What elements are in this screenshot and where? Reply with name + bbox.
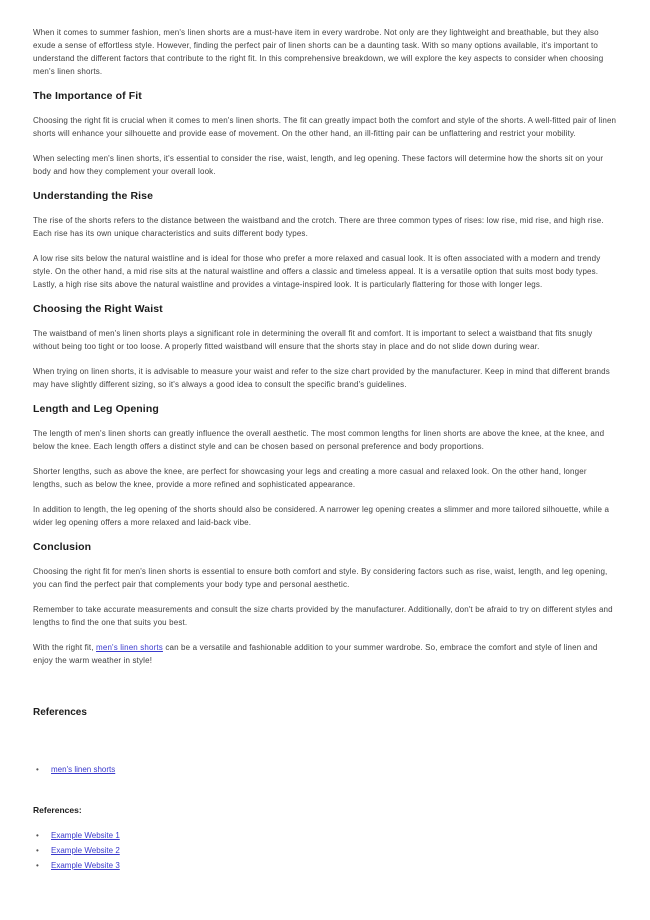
paragraph: Choosing the right fit is crucial when it comes to men's linen shorts. The fit can greatly impact both the comfort and style of the shorts. A well-fitted pair of linen shorts will enhance your silhouette and provide ease of movement. On the other hand, an ill-fitting pair can be unflattering and restrict your mobility. (33, 116, 617, 138)
intro-paragraph: When it comes to summer fashion, men's linen shorts are a must-have item in every wardrobe. Not only are they lightweight and breathable, but they also exude a sense of effortless style. However, finding the perfect pair of linen shorts can be a daunting task. With so many options available, it's important to understand the different factors that contribute to the right fit. In this comprehensive breakdown, we will explore the key aspects to consider when choosing men's linen shorts. (33, 28, 604, 76)
paragraph: The waistband of men's linen shorts plays a significant role in determining the overall fit and comfort. It is important to select a waistband that fits snugly without being too tight or too loose. A properly fitted waistband will ensure that the shorts stay in place and do not slide down during wear. (33, 329, 593, 351)
text-after-link: can be a versatile and fashionable addition to your summer wardrobe. So, embrace the comfort and style of linen and enjoy the warm weather in style! (33, 643, 598, 665)
mens-linen-shorts-inline-link[interactable]: men's linen shorts (96, 643, 163, 652)
list-item (33, 762, 617, 777)
paragraph-with-link (33, 641, 617, 667)
references-list (33, 762, 617, 777)
reference-link-example-website-3[interactable]: Example Website 3 (51, 861, 120, 870)
paragraph: When selecting men's linen shorts, it's essential to consider the rise, waist, length, and leg opening. These factors will determine how the shorts sit on your body and how they complement your overall look. (33, 154, 604, 176)
section-heading-choosing-the-right-waist: Choosing the Right Waist (33, 303, 163, 315)
paragraph: A low rise sits below the natural waistline and is ideal for those who prefer a more relaxed and casual look. It is often associated with a modern and trendy style. On the other hand, a mid rise sits at the natural waistline and offers a classic and timeless appeal. It is a versatile option that suits most body types. Lastly, a high rise sits above the natural waistline and provides a vintage-inspired look. It is particularly flattering for those with longer legs. (33, 254, 601, 289)
paragraph: Remember to take accurate measurements and consult the size charts provided by the manufacturer. Additionally, don't be afraid to try on different styles and lengths to find the one that suits you best. (33, 605, 613, 627)
references-secondary-heading: References: (33, 805, 82, 815)
text-before-link: With the right fit, (33, 643, 97, 652)
list-item (33, 828, 617, 843)
bullet-marker: • (36, 765, 39, 774)
bullet-marker: • (36, 831, 39, 840)
paragraph: In addition to length, the leg opening of the shorts should also be considered. A narrower leg opening creates a slimmer and more tailored silhouette, while a wider leg opening offers a more relaxed and laid-back vibe. (33, 505, 610, 527)
paragraph: The rise of the shorts refers to the distance between the waistband and the crotch. There are three common types of rises: low rise, mid rise, and high rise. Each rise has its own unique characteristics and suits different body types. (33, 216, 604, 238)
bullet-marker: • (36, 846, 39, 855)
bullet-marker: • (36, 861, 39, 870)
paragraph: When trying on linen shorts, it is advisable to measure your waist and refer to the size chart provided by the manufacturer. Keep in mind that different brands may have slightly different sizing, so it's always a good idea to consult the specific brand's guidelines. (33, 367, 610, 389)
reference-link-example-website-1[interactable]: Example Website 1 (51, 831, 120, 840)
section-heading-length-and-leg-opening: Length and Leg Opening (33, 403, 159, 415)
section-heading-importance-of-fit: The Importance of Fit (33, 90, 142, 102)
paragraph: Shorter lengths, such as above the knee, are perfect for showcasing your legs and creating a more casual and relaxed look. On the other hand, longer lengths, such as below the knee, provide a more refined and sophisticated appearance. (33, 467, 587, 489)
list-item (33, 858, 617, 873)
list-item (33, 843, 617, 858)
paragraph: Choosing the right fit for men's linen shorts is essential to ensure both comfort and style. By considering factors such as rise, waist, length, and leg opening, you can find the perfect pair that complements your body type and personal aesthetic. (33, 567, 608, 589)
references-secondary-list (33, 828, 617, 873)
reference-link-example-website-2[interactable]: Example Website 2 (51, 846, 120, 855)
section-heading-understanding-the-rise: Understanding the Rise (33, 190, 154, 202)
section-heading-conclusion: Conclusion (33, 541, 92, 553)
reference-link-mens-linen-shorts[interactable]: men's linen shorts (51, 765, 116, 774)
references-heading: References (33, 707, 87, 718)
paragraph: The length of men's linen shorts can greatly influence the overall aesthetic. The most common lengths for linen shorts are above the knee, at the knee, and below the knee. Each length offers a distinct style and can be chosen based on personal preference and body proportions. (33, 429, 605, 451)
